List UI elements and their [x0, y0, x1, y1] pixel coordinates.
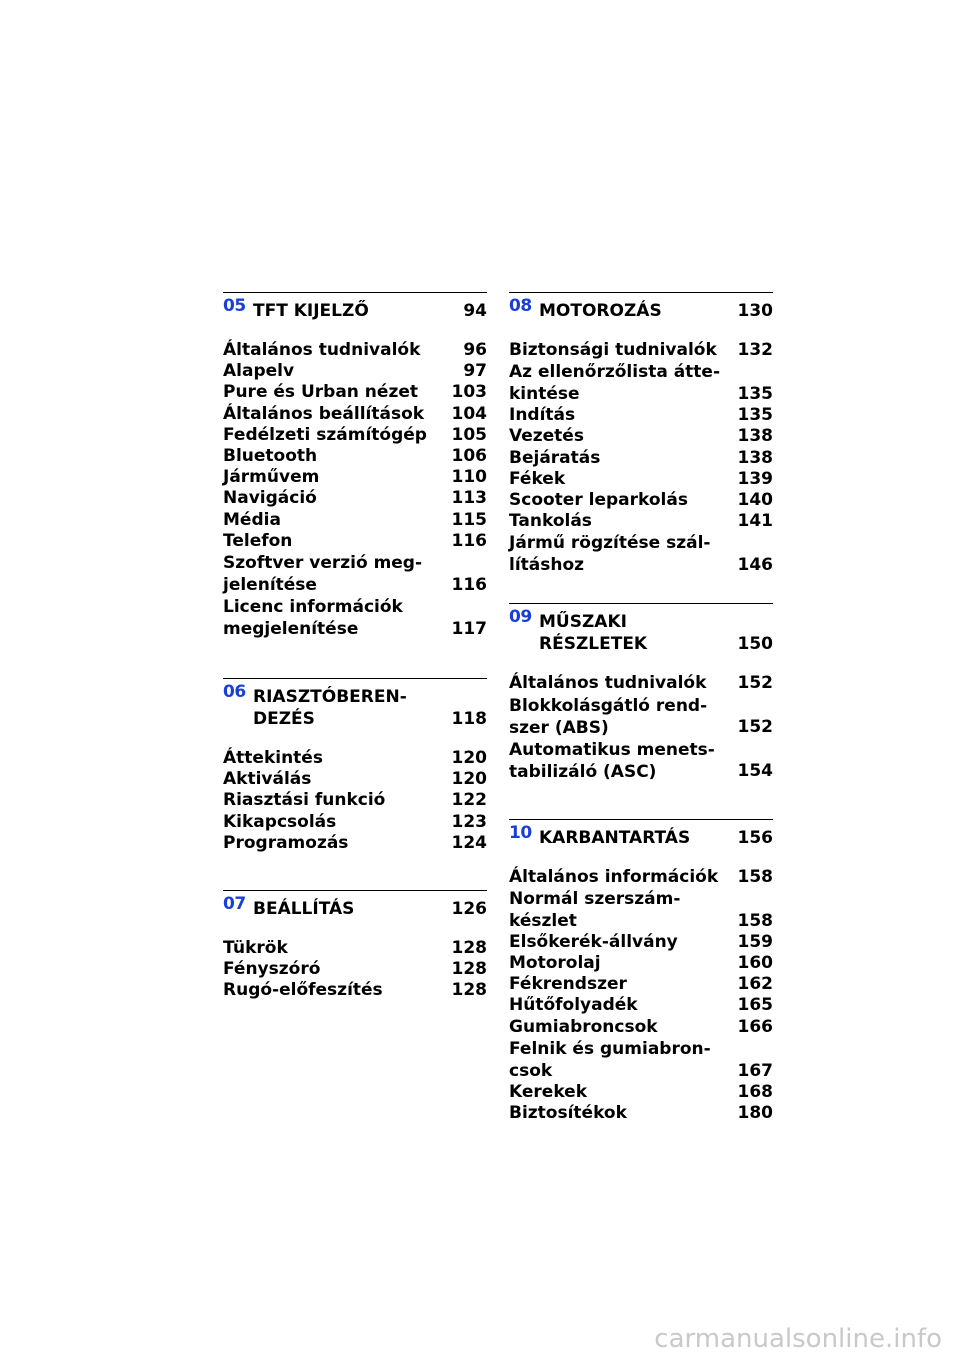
- toc-entry-page-number: 152: [737, 717, 773, 738]
- toc-entry-label: Riasztási funkció: [223, 790, 386, 811]
- toc-entry-page-number: 158: [737, 910, 773, 931]
- toc-entry-label: Biztosítékok: [509, 1103, 627, 1124]
- toc-entry[interactable]: [223, 361, 487, 382]
- toc-entry[interactable]: [509, 340, 773, 361]
- toc-entry-list: [223, 340, 487, 640]
- section-title: RIASZTÓBEREN- DEZÉS: [253, 687, 407, 730]
- toc-entry[interactable]: [223, 959, 487, 980]
- toc-entry-label: Rugó-előfeszítés: [223, 980, 383, 1001]
- toc-entry-page-number: 124: [451, 832, 487, 853]
- section-page-number: 94: [463, 301, 487, 321]
- section-title: KARBANTARTÁS: [539, 827, 691, 848]
- toc-entry-list: [223, 748, 487, 854]
- toc-entry[interactable]: [223, 404, 487, 425]
- toc-entry-page-number: 167: [737, 1060, 773, 1081]
- toc-entry[interactable]: [223, 938, 487, 959]
- toc-entry-label: Biztonsági tudnivalók: [509, 340, 717, 360]
- toc-entry[interactable]: [509, 448, 773, 469]
- section-page-number: 130: [737, 301, 773, 321]
- toc-section: [223, 890, 487, 1002]
- toc-entry[interactable]: [509, 932, 773, 953]
- toc-entry-label: Alapelv: [223, 361, 295, 382]
- section-title-row: [253, 296, 487, 322]
- toc-entry[interactable]: [223, 340, 487, 361]
- toc-entry-page-number: 105: [451, 424, 487, 445]
- toc-entry-page-number: 138: [737, 426, 773, 447]
- toc-entry-label: Aktiválás: [223, 769, 312, 790]
- toc-entry-label: Felnik és gumiabron- csok: [509, 1038, 711, 1081]
- toc-entry[interactable]: [509, 1038, 773, 1082]
- toc-entry-label: Általános információk: [509, 866, 719, 887]
- toc-entry[interactable]: [223, 446, 487, 467]
- toc-entry-page-number: 104: [451, 403, 487, 424]
- toc-entry-page-number: 110: [451, 467, 487, 488]
- toc-entry-list: [223, 938, 487, 1002]
- toc-entry-label: Kikapcsolás: [223, 811, 337, 832]
- toc-section: [223, 292, 487, 640]
- toc-entry[interactable]: [509, 974, 773, 995]
- toc-entry[interactable]: [223, 980, 487, 1001]
- toc-entry-label: Szoftver verzió meg- jelenítése: [223, 553, 423, 596]
- toc-entry-label: Normál szerszám- készlet: [509, 888, 681, 931]
- toc-entry-page-number: 168: [737, 1081, 773, 1102]
- section-heading[interactable]: [223, 894, 487, 920]
- toc-entry-label: Általános tudnivalók: [223, 340, 421, 360]
- toc-entry-label: Fényszóró: [223, 959, 321, 980]
- toc-entry[interactable]: [223, 467, 487, 488]
- toc-entry-page-number: 116: [451, 574, 487, 595]
- toc-entry[interactable]: [509, 695, 773, 739]
- toc-entry[interactable]: [509, 405, 773, 426]
- toc-entry-label: Scooter leparkolás: [509, 490, 688, 511]
- toc-entry-page-number: 123: [451, 811, 487, 832]
- toc-entry-label: Automatikus menets- tabilizáló (ASC): [509, 739, 715, 782]
- toc-entry[interactable]: [509, 867, 773, 888]
- toc-entry[interactable]: [509, 1017, 773, 1038]
- toc-entry[interactable]: [223, 596, 487, 640]
- toc-entry-page-number: 135: [737, 405, 773, 426]
- toc-entry-label: Tankolás: [509, 511, 592, 532]
- section-number: 08: [509, 296, 532, 316]
- toc-entry-page-number: 152: [737, 673, 773, 694]
- toc-entry-page-number: 146: [737, 555, 773, 576]
- section-number: 10: [509, 822, 532, 843]
- toc-section: [509, 819, 773, 1125]
- toc-entry[interactable]: [223, 790, 487, 811]
- section-title-row: [539, 823, 773, 849]
- toc-entry-page-number: 139: [737, 468, 773, 489]
- section-number: 07: [223, 894, 246, 915]
- toc-entry[interactable]: [223, 425, 487, 446]
- section-heading[interactable]: [509, 607, 773, 655]
- toc-entry[interactable]: [509, 1082, 773, 1103]
- toc-entry-page-number: 97: [463, 361, 487, 382]
- toc-entry-label: Navigáció: [223, 488, 317, 509]
- toc-entry-label: Elsőkerék-állvány: [509, 931, 678, 952]
- toc-entry-label: Indítás: [509, 405, 576, 426]
- section-title-row: [253, 894, 487, 920]
- toc-entry[interactable]: [509, 953, 773, 974]
- section-title-row: [253, 682, 487, 730]
- section-heading[interactable]: [223, 682, 487, 730]
- toc-entry[interactable]: [509, 469, 773, 490]
- watermark: carmanualsonline.info: [654, 1324, 942, 1354]
- section-page-number: 156: [737, 827, 773, 848]
- toc-entry[interactable]: [223, 812, 487, 833]
- toc-entry-page-number: 165: [737, 995, 773, 1016]
- toc-entry[interactable]: [509, 490, 773, 511]
- toc-entry-label: Jármű rögzítése szál- lításhoz: [509, 533, 711, 576]
- section-title-row: [539, 607, 773, 655]
- toc-entry[interactable]: [509, 739, 773, 783]
- toc-entry[interactable]: [509, 426, 773, 447]
- toc-entry-page-number: 160: [737, 953, 773, 974]
- toc-entry-page-number: 138: [737, 447, 773, 468]
- toc-entry-page-number: 166: [737, 1016, 773, 1037]
- toc-entry-label: Általános tudnivalók: [509, 673, 707, 694]
- toc-entry-label: Vezetés: [509, 426, 584, 447]
- toc-entry[interactable]: [509, 361, 773, 405]
- section-title-row: [539, 296, 773, 322]
- toc-entry-list: [509, 340, 773, 576]
- toc-entry[interactable]: [223, 552, 487, 596]
- toc-section: [509, 292, 773, 576]
- toc-left-column: [223, 292, 487, 1002]
- toc-entry[interactable]: [509, 673, 773, 694]
- toc-entry[interactable]: [223, 748, 487, 769]
- section-title: MŰSZAKI RÉSZLETEK: [539, 612, 648, 655]
- toc-entry-page-number: 113: [451, 488, 487, 509]
- section-heading[interactable]: [223, 296, 487, 322]
- toc-entry-page-number: 132: [737, 340, 773, 360]
- toc-entry-label: Motorolaj: [509, 953, 601, 974]
- toc-entry-page-number: 154: [737, 761, 773, 782]
- section-number: 05: [223, 296, 246, 316]
- toc-entry-page-number: 117: [451, 618, 487, 639]
- toc-section: [223, 678, 487, 854]
- toc-entry-label: Média: [223, 509, 281, 530]
- toc-entry-page-number: 122: [451, 790, 487, 811]
- toc-entry-page-number: 128: [451, 980, 487, 1001]
- toc-entry-page-number: 141: [737, 511, 773, 532]
- toc-entry-label: Gumiabroncsok: [509, 1016, 658, 1037]
- toc-entry-label: Járművem: [223, 467, 320, 488]
- toc-entry-page-number: 120: [451, 748, 487, 769]
- toc-entry-page-number: 106: [451, 446, 487, 467]
- toc-entry-page-number: 158: [737, 866, 773, 887]
- section-title: MOTOROZÁS: [539, 301, 662, 321]
- section-heading[interactable]: [509, 296, 773, 322]
- toc-entry-page-number: 103: [451, 382, 487, 403]
- toc-entry-label: Telefon: [223, 530, 293, 551]
- section-heading[interactable]: [509, 823, 773, 849]
- toc-entry-page-number: 96: [463, 340, 487, 360]
- section-page-number: 118: [451, 709, 487, 730]
- toc-entry-label: Kerekek: [509, 1081, 588, 1102]
- toc-entry-page-number: 128: [451, 959, 487, 980]
- toc-entry-label: Fékek: [509, 468, 566, 489]
- toc-entry-label: Bejáratás: [509, 447, 601, 468]
- section-page-number: 126: [451, 899, 487, 920]
- toc-entry-label: Programozás: [223, 832, 349, 853]
- toc-entry[interactable]: [223, 531, 487, 552]
- toc-entry-label: Hűtőfolyadék: [509, 995, 638, 1016]
- toc-entry[interactable]: [223, 769, 487, 790]
- section-title: TFT KIJELZŐ: [253, 301, 369, 321]
- toc-entry[interactable]: [509, 1103, 773, 1124]
- toc-entry-list: [509, 867, 773, 1125]
- toc-entry-page-number: 120: [451, 769, 487, 790]
- toc-entry-page-number: 162: [737, 974, 773, 995]
- toc-entry-label: Áttekintés: [223, 748, 323, 769]
- toc-entry[interactable]: [223, 382, 487, 403]
- toc-entry[interactable]: [223, 488, 487, 509]
- toc-entry-label: Fékrendszer: [509, 974, 627, 995]
- toc-entry-page-number: 159: [737, 931, 773, 952]
- toc-entry-label: Pure és Urban nézet: [223, 382, 418, 403]
- toc-entry-label: Bluetooth: [223, 446, 318, 467]
- toc-entry-label: Fedélzeti számítógép: [223, 424, 427, 445]
- toc-entry[interactable]: [223, 833, 487, 854]
- section-page-number: 150: [737, 634, 773, 655]
- toc-entry-label: Tükrök: [223, 938, 288, 959]
- toc-entry-label: Általános beállítások: [223, 403, 425, 424]
- section-title: BEÁLLÍTÁS: [253, 899, 355, 920]
- section-number: 06: [223, 682, 246, 703]
- toc-entry[interactable]: [509, 888, 773, 932]
- toc-entry[interactable]: [509, 995, 773, 1016]
- toc-entry-label: Az ellenőrzőlista átte- kintése: [509, 362, 721, 405]
- toc-entry-list: [509, 673, 773, 782]
- section-number: 09: [509, 607, 532, 628]
- toc-entry-page-number: 116: [451, 530, 487, 551]
- toc-entry-label: Licenc információk megjelenítése: [223, 597, 403, 640]
- toc-entry-page-number: 135: [737, 384, 773, 404]
- toc-entry-page-number: 115: [451, 509, 487, 530]
- toc-section: [509, 603, 773, 782]
- toc-entry[interactable]: [509, 532, 773, 576]
- toc-right-column: [509, 292, 773, 1124]
- toc-entry[interactable]: [223, 510, 487, 531]
- toc-entry-page-number: 180: [737, 1103, 773, 1124]
- toc-entry-page-number: 128: [451, 938, 487, 959]
- toc-entry-label: Blokkolásgátló rend- szer (ABS): [509, 695, 708, 738]
- toc-entry[interactable]: [509, 511, 773, 532]
- toc-entry-page-number: 140: [737, 490, 773, 511]
